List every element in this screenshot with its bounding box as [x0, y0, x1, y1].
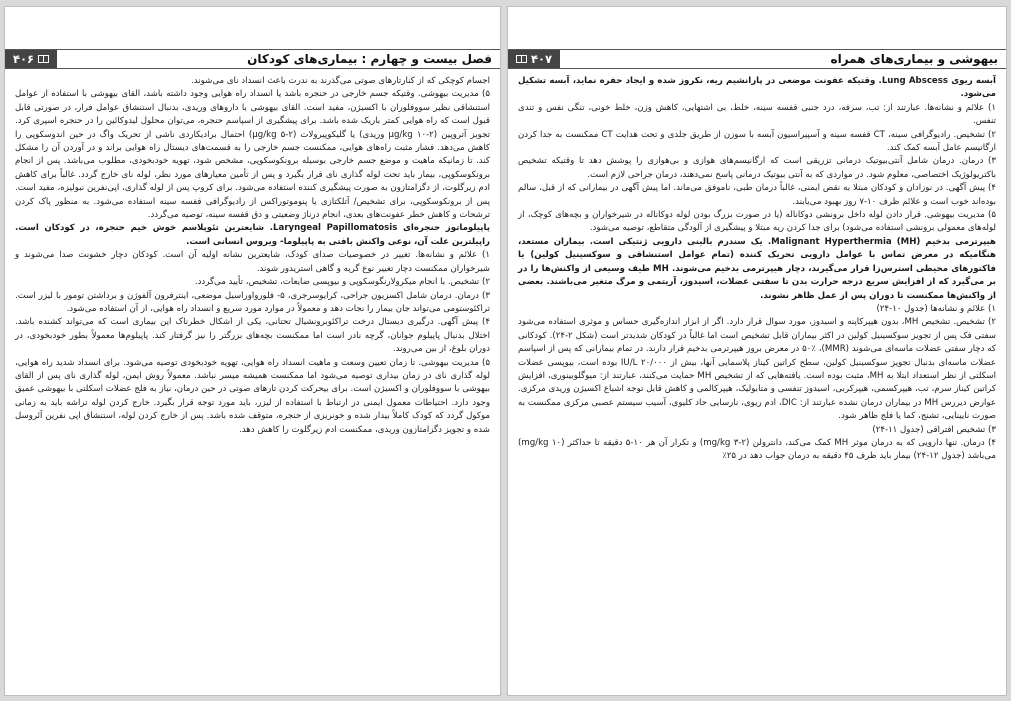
page-number-box [5, 50, 57, 68]
book-icon [516, 55, 527, 63]
section-heading-paragraph: پاپیلوماتوز حنجره‌ای Laryngeal Papillomatosis. شایعترین تئوپلاسم خوش خیم حنجره، در کودکان است. راپیلترین علت آن، نوعی واکنش بافتی به پاپیلوما- ویروس انسانی است. [15, 223, 490, 247]
paragraph: ۲) تشخیص. تشخیص MH، بدون هیپرکاپنه و اسیدوز، مورد سوال قرار دارد. اگر از ابزار اندازه‌گیری حساس و موثری استفاده می‌شود سفتی فک پس از تجویز سوکسینیل کولین در اکثر بیماران قابل تشخیص است اما غالباً در کودکان شدیدتر است (شکل ۲-۲۴). کودکانی که دچار سفتی عضلات ماسه‌ای می‌شوند (MMR)، ۵۰٪ در معرض بروز هیپرترمی بدخیم قرار دارند. در تمام بیمارانی که پس از اسپاسم عضلات ماسه‌ای بدنبال تجویز سوکسینیل کولین، سطح کراتین کیناز پلاسمایی آنها، بیش از ۲۰/۰۰۰ IU/L بوده است، بیوپسی عضلات اسکلتی از نظر استعداد ابتلا به MH، مثبت بوده است. یافته‌هایی که از تشخیص MH حمایت می‌کنند، عبارتند از: میوگلوبینوری، افزایش کراتین کیناز سرم، تب، هیپرکسمی، هیپرکربی، اسیدوز تنفسی و متابولیک، هیپرکالمی و کاهش قابل توجه اشباع اکسیژن وریدی مرکزی. عوارض دیررس MH در بیماران درمان نشده عبارتند از: DIC، ادم ریوی، نارسایی حاد کلیوی، آسیب سیستم عصبی مرکزی ممکنست به صورت نایینایی، تشنج، کما یا فلج ظاهر شود. [518, 317, 997, 422]
book-page-left [4, 6, 501, 696]
paragraph: ۱) علائم و نشانه‌ها. تغییر در خصوصیات صدای کودک، شایعترین نشانه اولیه آن است. کودکان دچار خشونت صدا می‌شوند و شیرخواران ممکنست دچار تغییر نوع گریه و گاهی استریدور شوند. [15, 250, 490, 274]
paragraph: ۵) مدیریت بیهوشی. وقتیکه جسم خارجی در حنجره باشد یا انسداد راه هوایی وجود داشته باشد، القای بیهوشی با استفاده از عوامل استنشاقی نظیر سووفلوران با اکسیژن، مفید است. القای بیهوشی با داروهای وریدی، بدنبال استنشاق عوامل فرار، در صورتی قابل قبول است که راه هوایی کمتر باریک شده باشد. برای پیشگیری از اسپاسم حنجره، می‌توان محلول لیدوکائین را در حنجره اسپری کرد. تجویز آتروپین (۲-۱۰ µg/kg وریدی) یا گلیکوپیرولات (۲-۵ µg/kg) احتمال برادیکاردی ناشی از تحریک واگ در حین اندوسکوپی را کاهش می‌دهد. فشار مثبت راه‌های هوایی، ممکنست جسم خارجی را به قسمت‌های دیستال راه هوایی براند و در آوردن آن را مشکل کند. تا زمانیکه ماهیت و موضع جسم خارجی بوسیله برونکوسکوپی، مشخص شود، تهویه خودبخودی، مطلوب می‌باشد. پس از انجام برونکوسکوپی، بیمار باید تحت لوله گذاری نای قرار بگیرد و پس از تأمین معیارهای مورد نظر، لوله نای خارج گردد. غالباً برای کاهش ادم زیرگلوت، از دگزامتازون به صورت پیشگیری کننده استفاده می‌شود. برای کروپ پس از لوله گذاری، اپی‌نفرین نبولیزه، مفید است. پس از برونکوسکوپی، برای تشخیص/ آتلکتازی یا پنوموتوراکس از رادیوگرافی قفسه سینه استفاده می‌شود. به منظور پاک کردن ترشحات و کاهش خطر عفونت‌های بعدی، انجام درناژ وضعیتی و دق قفسه سینه، توصیه می‌گردد. [15, 89, 491, 221]
paragraph: ۲) تشخیص. رادیوگرافی سینه، CT قفسه سینه و آسپیراسیون آبسه با سوزن از طریق جلدی و تحت هدایت CT ممکنست به جدا کردن ارگانیسم عامل آبسه کمک کند. [518, 129, 997, 154]
paragraph: ۵) مدیریت بیهوشی. تا زمان تعیین وسعت و ماهیت انسداد راه هوایی، تهویه خودبخودی توصیه می‌شود. برای انسداد شدید راه هوایی، لوله گذاری نای در زمان بیداری توصیه می‌شود اما ممکنست همیشه میسر نباشد. معمولاً روش ایمن، لوله گذاری نای پس از القای بیهوشی با سووفلوران و اکسیژن است. برای بیحرکت کردن تارهای صوتی در حین درمان، نیاز به فلج عضلات اسکلتی با بیهوشی عمیق وجود دارد. احتیاطات معمول ایمنی در ارتباط با استفاده از لیزر، باید مورد توجه قرار بگیرد. خارج کردن لوله تراشه باید به زمانی موکول گردد که کودک کاملاً بیدار شده و خونریزی از حنجره، متوقف شده باشد. پس از خارج کردن لوله، استنشاق اپی نفرین آئروسل شده و تجویز دگزامتازون وریدی، ممکنست ادم زیرگلوت را کاهش دهد. [15, 357, 490, 435]
section-heading-paragraph: آبسه ریوی Lung Abscess. وقتیکه عفونت موضعی در پارانشیم ریه، نکروز شده و ایجاد حفره نماید، آبسه تشکیل می‌شود. [518, 76, 996, 100]
paragraph: ۲) تشخیص. با انجام میکرولارنگوسکوپی و بیوپسی ضایعات، تشخیص، تأیید می‌گردد. [194, 277, 490, 288]
paragraph: ۴) درمان. تنها دارویی که به درمان موثر MH کمک می‌کند، دانترولن (۲-۳ mg/kg) و تکرار آن هر ۱۰-۵ دقیقه تا حداکثر (۱۰ mg/kg) می‌باشد (جدول ۱۲-۲۴) بیمار باید ظرف ۴۵ دقیقه به درمان جواب دهد در ۲۵٪ [518, 437, 996, 462]
paragraph: ۳) درمان. درمان شامل اکسزیون جراحی، کرایوسرجری، ۵- فلورواوراسیل موضعی، اینترفرون آلفوژن و برداشتن تومور با لیزر است. تراکئوستومی می‌تواند جان بیمار را نجات دهد و معمولاً در موارد مورد سریع و انسداد راه هوایی، از آن استفاده می‌شود. [15, 290, 490, 314]
paragraph: ۱) علائم و نشانه‌ها. عبارتند از: تب، سرفه، درد جنبی قفسه سینه، خلط، بی اشتهایی، کاهش وزن، خلط خونی، تنگی نفس و تندی تنفس. [518, 102, 996, 127]
paragraph: ۳) درمان. درمان شامل آنتی‌بیوتیک درمانی تزریقی است که ارگانیسم‌های هوازی و بی‌هوازی را پوشش دهد تا وقتیکه تشخیص باکتریولوژیک اختصاصی، معلوم شود. در مواردی که به آنتی بیوتیک درمانی پاسخ نمی‌دهند، درمان جراحی لازم است. [518, 156, 996, 180]
paragraph: ۴) پیش آگهی. در نوزادان و کودکان مبتلا به نقص ایمنی، غالباً درمان طبی، ناموفق می‌ماند. اما پیش آگهی در بیمارانی که از قبل، سالم بوده‌اند خوب است و علائم ظرف ۱۰-۷ روز بهبود می‌یابند. [518, 183, 996, 207]
paragraph: ۱) علائم و نشانه‌ها (جدول ۱۰-۲۴) [876, 303, 996, 314]
page-header [5, 49, 500, 69]
paragraph: ۳) تشخیص افتراقی (جدول ۱۱-۲۴) [872, 424, 996, 435]
page-body [518, 75, 996, 464]
paragraph: اجسام کوچکی که از کنارتارهای صوتی می‌گذرند به ندرت باعث انسداد نای می‌شوند. [191, 76, 490, 86]
page-body [15, 75, 490, 437]
page-number: ۴۰۷ [531, 52, 553, 66]
page-number-box [508, 50, 560, 68]
paragraph: ۵) مدیریت بیهوشی. قرار دادن لوله داخل برونشی دوکاناله (یا در صورت بزرگ بودن لوله دوکاناله در شیرخواران و بچه‌های کوچک، از لوله‌های معمولی برونشی استفاده می‌شود) برای جدا کردن ریه مبتلا و پیشگیری از آلودگی متقاطع، توصیه می‌شود. [518, 210, 996, 234]
book-title: بیهوشی و بیماری‌های همراه [830, 52, 998, 66]
page-header [508, 49, 1006, 69]
book-icon [38, 55, 49, 63]
page-number: ۴۰۶ [13, 52, 35, 66]
section-heading-paragraph: هیپرترمی بدخیم Malignant Hyperthermia (MH). یک سندرم بالینی دارویی ژنتیکی است. بیماران مستعد، هنگامیکه در معرض تماس با عوامل دارویی تحریک کننده (تمام عوامل استنشاقی و سوکسینیل کولین) یا فاکتورهای محیطی استرس‌زا قرار می‌گیرند، دچار هیپرترمی بدخیم می‌شوند. MH طیف وسیعی از واکنش‌ها را در بر می‌گیرد که از افزایش سریع درجه حرارت بدن تا سفتی عضلات، اسیدوز، آریتمی و مرگ متغیر می‌باشند. بعضی از واکنش‌ها ممکنست تا دوران پس از عمل ظاهر نشوند. [518, 236, 997, 301]
chapter-title: فصل بیست و چهارم : بیماری‌های کودکان [247, 52, 492, 66]
paragraph: ۴) پیش آگهی. درگیری دیستال درخت تراکئوبرونشیال تحتانی، یکی از اشکال خطرناک این بیماری است که می‌تواند کشنده باشد. اختلال بدنبال پاپیلوم جوانان، گرچه نادر است اما ممکنست بچه‌های بزرگتر را نیز گرفتار کند. پاپیلوم‌ها معمولاً بطور خودبخودی، در دوران بلوغ، از بین می‌روند. [15, 317, 490, 355]
book-page-right [507, 6, 1007, 696]
